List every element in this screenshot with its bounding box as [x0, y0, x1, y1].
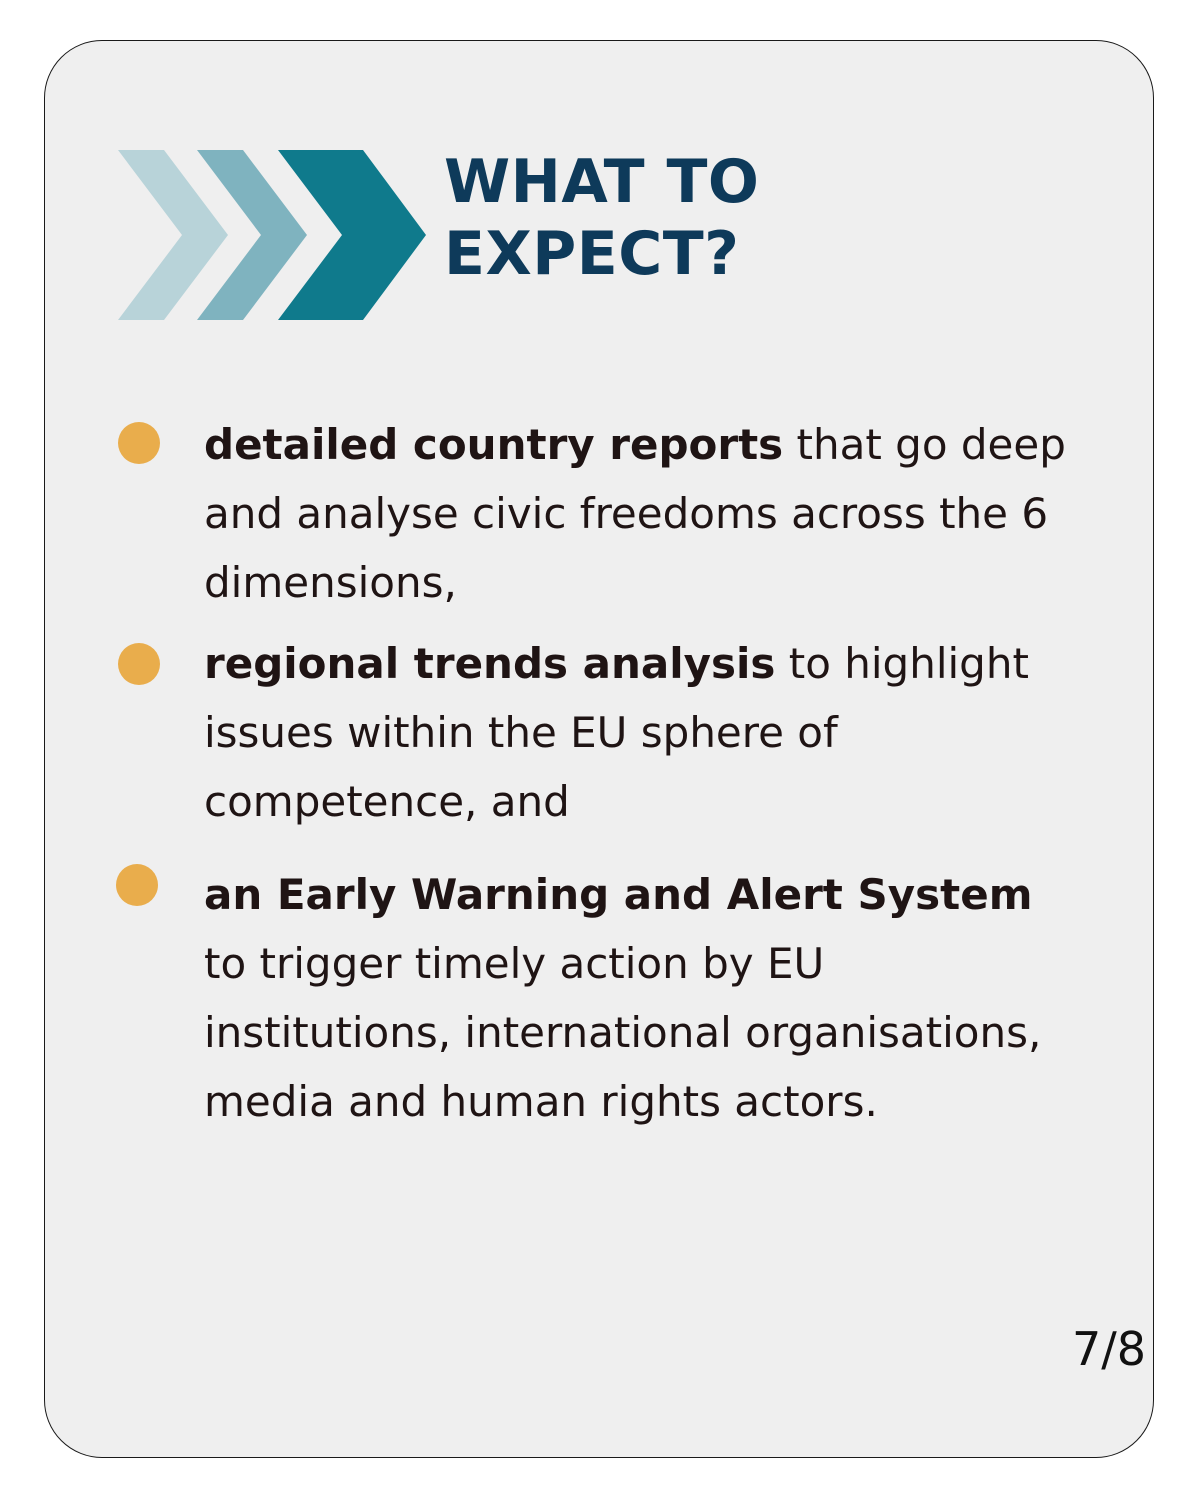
page-title: [444, 146, 759, 290]
list-item-bold: an Early Warning and Alert System: [204, 870, 1033, 919]
list-item-text: [204, 629, 1084, 836]
list-item-rest: to highlight issues within the EU sphere of competence, and: [204, 639, 1029, 826]
bullet-dot-icon: [118, 643, 160, 685]
list-item-text: [204, 410, 1084, 617]
chevron-arrows-icon: [118, 150, 428, 320]
list-item-rest: that go deep and analyse civic freedoms across the 6 dimensions,: [204, 420, 1066, 607]
list-item-bold: regional trends analysis: [204, 639, 776, 688]
page-number: 7/8: [1071, 1322, 1146, 1376]
chevron-light: [118, 150, 228, 320]
title-line-2: EXPECT?: [444, 219, 740, 289]
list-item-bold: detailed country reports: [204, 420, 784, 469]
title-line-1: WHAT TO: [444, 147, 760, 217]
bullet-dot-icon: [118, 422, 160, 464]
bullet-dot-icon: [116, 864, 158, 906]
list-item-rest: to trigger timely action by EU institutions, international organisations, media and human rights actors.: [204, 939, 1042, 1126]
list-item-text: [204, 860, 1084, 1136]
